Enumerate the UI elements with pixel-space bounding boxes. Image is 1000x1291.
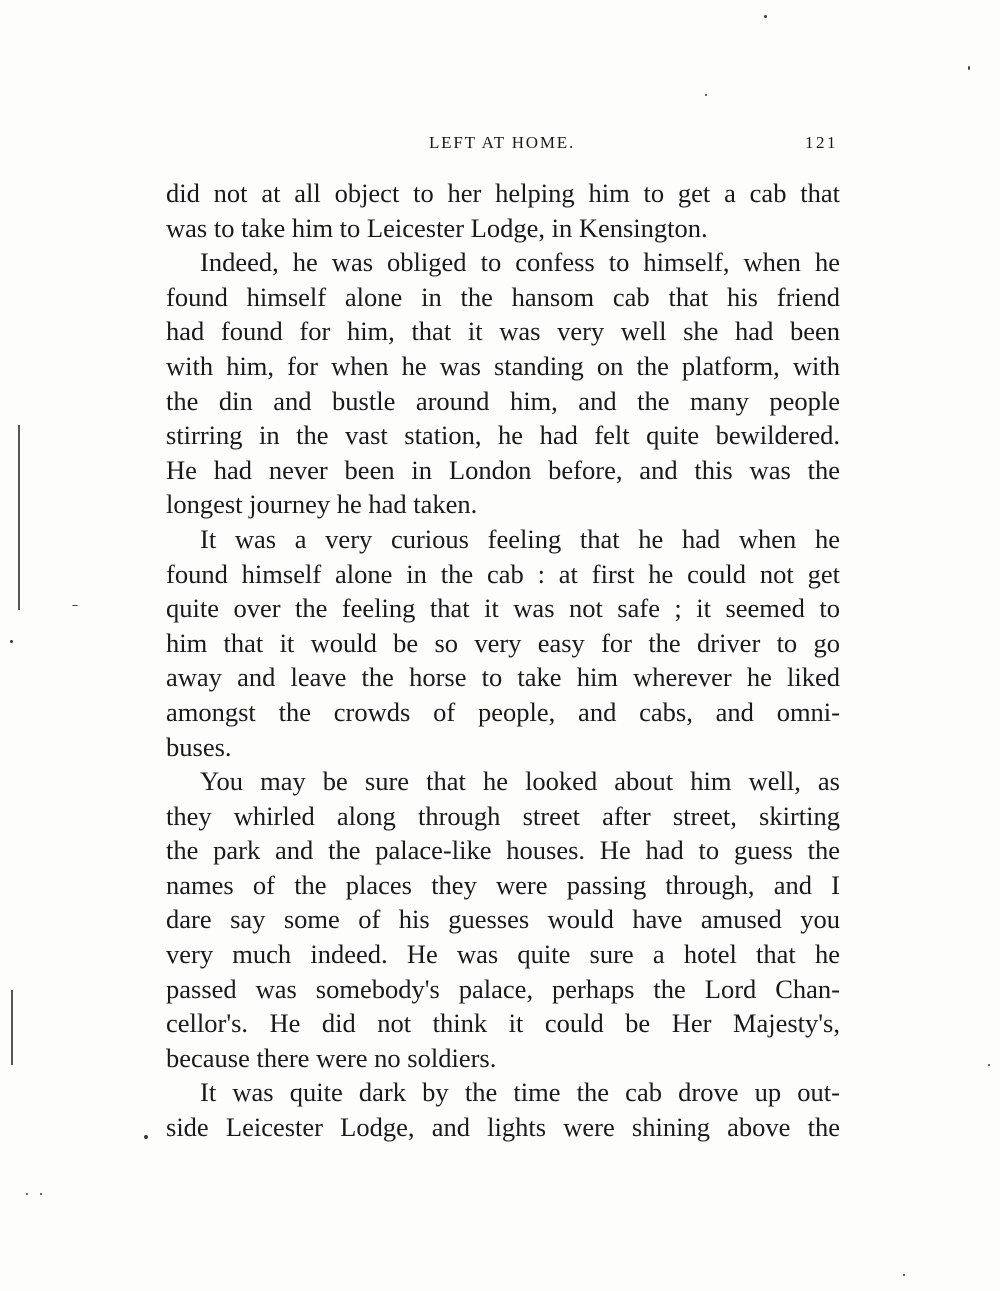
text-line: longest journey he had taken.	[166, 489, 478, 520]
dust-speck	[26, 1193, 28, 1195]
text-line: cellor's. He did not think it could be Her Majesty's,	[166, 1008, 840, 1039]
text-line: they whirled along through street after street, skirting	[166, 800, 840, 831]
binding-shadow-mark	[18, 425, 20, 610]
running-head	[166, 133, 838, 157]
text-line: with him, for when he was standing on the platform, with	[166, 350, 840, 381]
text-line: amongst the crowds of people, and cabs, and omni-	[166, 696, 840, 727]
text-line: It was a very curious feeling that he had when he	[200, 523, 840, 554]
text-line: names of the places they were passing through, and I	[166, 869, 840, 900]
text-line: passed was somebody's palace, perhaps the Lord Chan-	[166, 973, 840, 1004]
dust-speck	[144, 1135, 148, 1139]
text-line: the din and bustle around him, and the many people	[166, 385, 840, 416]
text-line: He had never been in London before, and this was the	[166, 454, 840, 485]
text-line: found himself alone in the hansom cab that his friend	[166, 281, 840, 312]
text-line: because there were no soldiers.	[166, 1042, 497, 1073]
dust-speck	[705, 94, 707, 96]
dust-speck	[988, 1064, 990, 1066]
text-line: dare say some of his guesses would have amused you	[166, 904, 840, 935]
dust-speck	[40, 1193, 42, 1195]
text-line: side Leicester Lodge, and lights were shining above the	[166, 1112, 840, 1143]
body-text	[166, 176, 840, 1145]
text-line: buses.	[166, 731, 232, 762]
binding-shadow-mark	[11, 990, 13, 1065]
dust-speck	[72, 605, 78, 606]
text-line: did not at all object to her helping him to get a cab that	[166, 178, 840, 208]
dust-speck	[903, 1274, 905, 1276]
text-line: had found for him, that it was very well she had been	[166, 316, 840, 347]
text-line: him that it would be so very easy for the driver to go	[166, 627, 840, 658]
text-line: away and leave the horse to take him wherever he liked	[166, 662, 840, 693]
dust-speck	[10, 640, 13, 643]
text-line: very much indeed. He was quite sure a hotel that he	[166, 939, 840, 970]
dust-speck	[764, 15, 767, 18]
text-line: stirring in the vast station, he had felt quite bewildered.	[166, 420, 840, 451]
chapter-title: LEFT AT HOME.	[428, 133, 576, 152]
text-line: Indeed, he was obliged to confess to himself, when he	[200, 247, 840, 278]
text-line: You may be sure that he looked about him well, as	[200, 766, 840, 797]
text-line: quite over the feeling that it was not safe ; it seemed to	[166, 593, 840, 624]
text-line: the park and the palace-like houses. He had to guess the	[166, 835, 840, 866]
text-line: was to take him to Leicester Lodge, in Kensington.	[166, 212, 708, 243]
dust-speck	[968, 66, 970, 70]
text-line: found himself alone in the cab : at first he could not get	[166, 558, 840, 589]
page-number: 121	[805, 133, 838, 152]
text-line: It was quite dark by the time the cab drove up out-	[200, 1077, 840, 1108]
